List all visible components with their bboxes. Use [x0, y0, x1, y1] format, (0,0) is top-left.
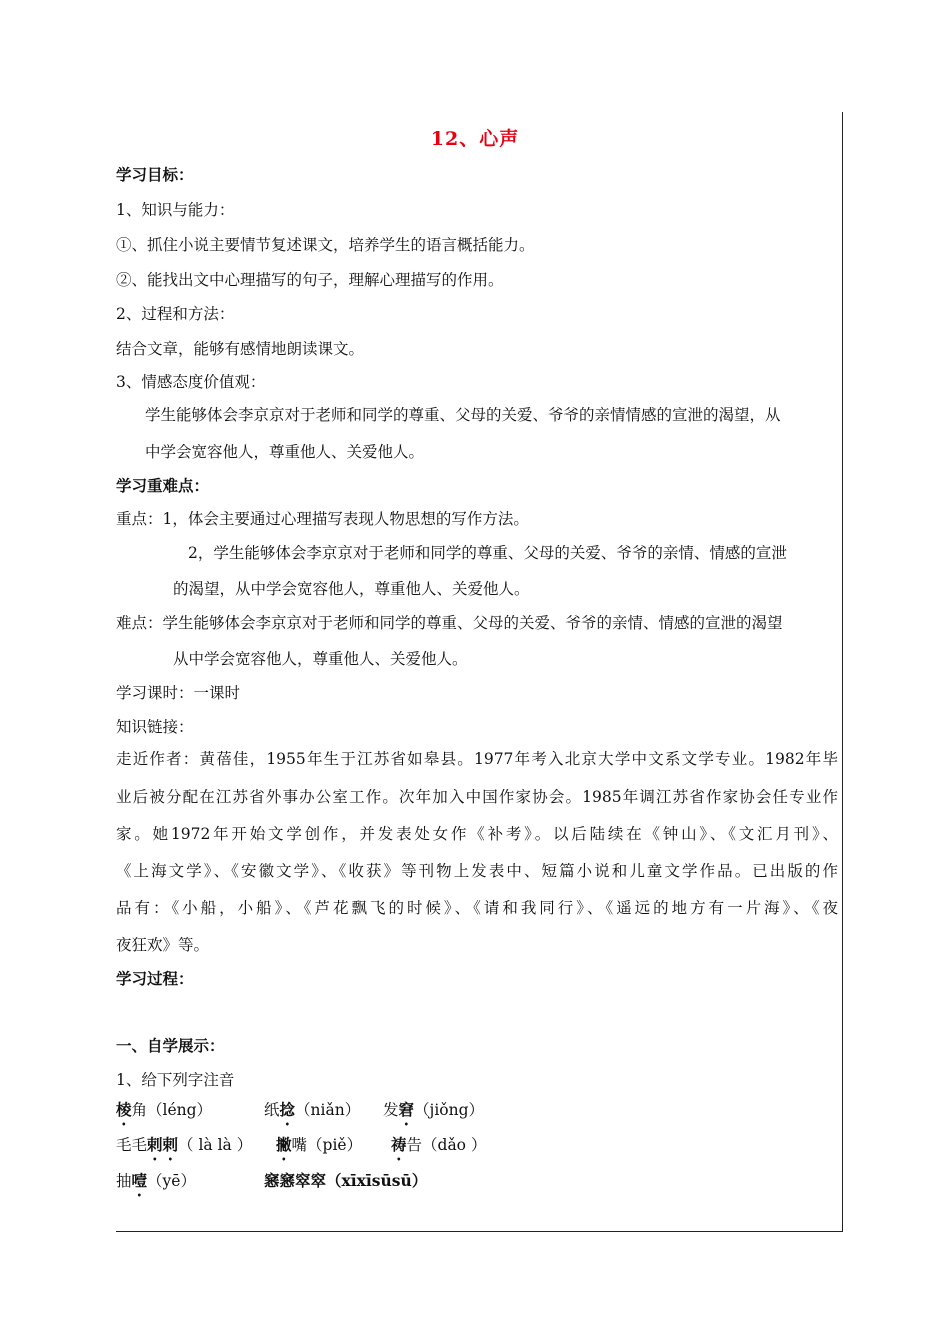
- knowledge-link: 知识链接：: [116, 718, 194, 736]
- goal-1a: ①、抓住小说主要情节复述课文，培养学生的语言概括能力。: [116, 236, 535, 254]
- pinyin-item-5: 撇嘴（piě）: [276, 1135, 363, 1154]
- author-line-6: 夜狂欢》等。: [116, 936, 210, 954]
- page-border-bottom: [116, 1231, 843, 1232]
- goals-heading: 学习目标：: [116, 165, 194, 184]
- key-points-heading: 学习重难点：: [116, 476, 210, 495]
- task-1: 1、给下列字注音: [116, 1071, 235, 1089]
- goal-3a-line2: 中学会宽容他人，尊重他人、关爱他人。: [145, 443, 425, 461]
- pinyin-item-6: 祷告（dǎo ）: [391, 1135, 487, 1154]
- lesson-time: 学习课时：一课时: [116, 684, 241, 702]
- pinyin-item-3: 发窘（jiǒng）: [383, 1100, 485, 1119]
- zhongdian-2-line2: 的渴望，从中学会宽容他人，尊重他人、关爱他人。: [173, 580, 530, 598]
- pinyin-item-8: 窸窸窣窣（xīxīsūsū）: [264, 1171, 428, 1190]
- goal-3a-line1: 学生能够体会李京京对于老师和同学的尊重、父母的关爱、爷爷的亲情情感的宣泄的渴望，从: [145, 406, 781, 424]
- process-heading: 学习过程：: [116, 969, 194, 988]
- goal-2: 2、过程和方法：: [116, 305, 235, 323]
- goal-1: 1、知识与能力：: [116, 201, 235, 219]
- goal-3: 3、情感态度价值观：: [116, 373, 266, 391]
- author-line-2: 业后被分配在江苏省外事办公室工作。次年加入中国作家协会。1985年调江苏省作家协会任专业作: [116, 788, 838, 806]
- nandian-line1: 难点：学生能够体会李京京对于老师和同学的尊重、父母的关爱、爷爷的亲情、情感的宣泄的渴望: [116, 614, 783, 632]
- page-border-right: [842, 112, 843, 1232]
- goal-2a: 结合文章，能够有感情地朗读课文。: [116, 340, 365, 358]
- self-study-heading: 一、自学展示：: [116, 1036, 225, 1055]
- pinyin-item-4: 毛毛剌剌（ là là ）: [116, 1135, 253, 1154]
- pinyin-item-2: 纸捻（niǎn）: [264, 1100, 361, 1119]
- author-line-4: 《上海文学》、《安徽文学》、《收获》等刊物上发表中、短篇小说和儿童文学作品。已出版的作: [116, 862, 838, 880]
- pinyin-item-7: 抽噎（yē）: [116, 1171, 196, 1190]
- author-line-3: 家。她1972年开始文学创作，并发表处女作《补考》。以后陆续在《钟山》、《文汇月刊》、: [116, 825, 838, 843]
- pinyin-item-1: 棱角（léng）: [116, 1100, 213, 1119]
- zhongdian-1: 重点：1，体会主要通过心理描写表现人物思想的写作方法。: [116, 510, 529, 528]
- document-title: 12、心声: [430, 128, 520, 150]
- author-line-1: 走近作者：黄蓓佳，1955年生于江苏省如皋县。1977年考入北京大学中文系文学专业。1982年毕: [116, 750, 838, 768]
- goal-1b: ②、能找出文中心理描写的句子，理解心理描写的作用。: [116, 271, 504, 289]
- nandian-line2: 从中学会宽容他人，尊重他人、关爱他人。: [173, 650, 468, 668]
- author-line-5: 品有：《小船，小船》、《芦花飘飞的时候》、《请和我同行》、《遥远的地方有一片海》、《夜: [116, 899, 838, 917]
- zhongdian-2-line1: 2，学生能够体会李京京对于老师和同学的尊重、父母的关爱、爷爷的亲情、情感的宣泄: [188, 544, 787, 562]
